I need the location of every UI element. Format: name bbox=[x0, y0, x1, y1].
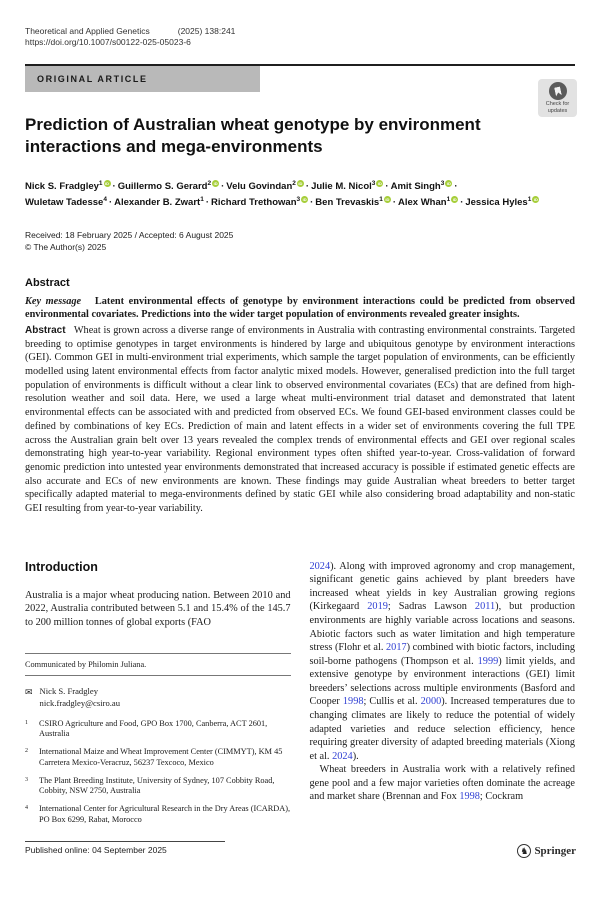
corresponding-author-block bbox=[25, 686, 291, 709]
author-separator: · bbox=[392, 197, 396, 209]
citation-link[interactable]: 2017 bbox=[386, 642, 407, 654]
author-name: Jessica Hyles$^1$ bbox=[465, 196, 532, 209]
author-separator: · bbox=[108, 197, 113, 209]
author-name: Nick S. Fradgley$^1$ bbox=[25, 180, 103, 193]
page-title: Prediction of Australian wheat genotype by environment interactions and mega-environments bbox=[25, 114, 481, 157]
citation-link[interactable]: 2024 bbox=[309, 560, 331, 572]
orcid-icon[interactable]: iD bbox=[298, 181, 303, 187]
doi-link[interactable]: https://doi.org/10.1007/s00122-025-05023-6 bbox=[25, 37, 191, 48]
citation-link[interactable]: 2019 bbox=[367, 601, 388, 613]
author-separator: · bbox=[112, 181, 116, 193]
author-name: Alexander B. Zwart$^1$ bbox=[114, 196, 204, 209]
orcid-icon[interactable]: iD bbox=[446, 181, 451, 187]
published-online: Published online: 04 September 2025 bbox=[25, 841, 225, 855]
copyright-line: © The Author(s) 2025 bbox=[25, 241, 107, 252]
affiliation: 1 CSIRO Agriculture and Food, GPO Box 1700, Canberra, ACT 2601, Australia bbox=[25, 718, 268, 739]
introduction-right-paragraph-2: Wheat breeders in Australia work with a relatively refined gene pool and a few major varieties often dominate the acreage and market share (Brennan and Fox 1998; Cockram bbox=[309, 764, 575, 803]
author-name: Julie M. Nicol$^3$ bbox=[311, 180, 376, 193]
orcid-icon[interactable]: iD bbox=[105, 181, 110, 187]
key-message-label: Key message bbox=[25, 295, 82, 307]
orcid-icon[interactable]: iD bbox=[533, 197, 538, 202]
author-line-2 bbox=[25, 195, 575, 211]
springer-logo bbox=[517, 844, 576, 858]
orcid-icon[interactable]: iD bbox=[452, 197, 457, 202]
communicated-by: Communicated by Philomin Juliana. bbox=[25, 660, 147, 670]
orcid-icon[interactable]: iD bbox=[385, 197, 390, 202]
check-for-updates-badge[interactable]: Check for updates bbox=[538, 79, 577, 117]
introduction-heading: Introduction bbox=[25, 559, 98, 574]
author-separator: · bbox=[205, 197, 209, 209]
introduction-right-paragraph-1: 2024). Along with improved agronomy and crop management, significant genetic gains achieved by plant breeders have increased wheat yields in key Australian growing regions (Kirkegaard 2019; Sadras Lawson 2011), but production environments are highly variable across locations and seasons. Abiotic factors such as water limitation and high temperature stress (Flohr et al. 2017) combined with biotic factors, including soil-borne pathogens (Thompson et al. 1999) limit yields, and extensive genotype by environment interactions (GEI) limit breeders’ selections across multiple environments (Basford and Cooper 1998; Cullis et al. 2000). Increased temperatures due to changing climates are likely to reduce the potential of widely adapted varieties and reduce selection efficiency, hence requiring greater diversity of adapted breeding materials (Xiong et al. 2024). bbox=[309, 560, 576, 762]
affiliation-list bbox=[25, 719, 291, 826]
author-name: Ben Trevaskis$^1$ bbox=[315, 196, 383, 209]
citation-link[interactable]: 2000 bbox=[420, 696, 442, 708]
header-rule bbox=[25, 64, 575, 92]
abstract-inline-label: Abstract bbox=[25, 325, 66, 337]
bookmark-icon bbox=[554, 86, 562, 96]
author-separator: · bbox=[454, 181, 458, 193]
author-name: Amit Singh$^3$ bbox=[390, 180, 445, 193]
author-list bbox=[25, 179, 575, 211]
divider bbox=[25, 653, 291, 654]
author-name: Alex Whan$^1$ bbox=[398, 196, 451, 209]
corresponding-author-email[interactable]: nick.fradgley@csiro.au bbox=[39, 697, 120, 708]
divider bbox=[25, 675, 291, 676]
introduction-left-paragraph: Australia is a major wheat producing nation. Between 2010 and 2022, Australia contributed between 5.1 and 15.4% of the 145.7 to 200 million tonnes of global exports (FAO bbox=[25, 589, 291, 628]
author-name: Wuletaw Tadesse$^4$ bbox=[25, 196, 107, 209]
springer-horse-icon: ♞ bbox=[517, 844, 531, 858]
author-separator: · bbox=[221, 181, 225, 193]
citation-link[interactable]: 1998 bbox=[342, 696, 364, 708]
citation-link[interactable]: 2024 bbox=[332, 750, 353, 762]
dates-block bbox=[25, 230, 575, 254]
journal-header bbox=[25, 26, 575, 49]
author-name: Guillermo S. Gerard$^2$ bbox=[117, 180, 212, 193]
orcid-icon[interactable]: iD bbox=[213, 181, 218, 187]
corresponding-author-name: Nick S. Fradgley bbox=[39, 686, 99, 697]
received-accepted: Received: 18 February 2025 / Accepted: 6 August 2025 bbox=[25, 229, 234, 240]
key-message-text: Latent environmental effects of genotype by environment interactions could be predicted from observed environmental covariates. Predictions into the wider target population of environments revealed greater insights. bbox=[25, 295, 575, 321]
abstract-heading: Abstract bbox=[25, 276, 70, 289]
author-line-1 bbox=[25, 179, 575, 195]
article-type-badge: ORIGINAL ARTICLE bbox=[25, 66, 260, 92]
citation-link[interactable]: 1999 bbox=[477, 655, 499, 667]
author-separator: · bbox=[385, 181, 389, 193]
citation-link[interactable]: 2011 bbox=[474, 601, 496, 613]
author-separator: · bbox=[310, 197, 314, 209]
citation-link[interactable]: 1998 bbox=[459, 791, 480, 803]
journal-issue-ref: (2025) 138:241 bbox=[177, 26, 236, 36]
springer-wordmark: Springer bbox=[534, 845, 576, 857]
affiliation: 4 International Center for Agricultural Research in the Dry Areas (ICARDA), PO Box 6299, Rabat, Morocco bbox=[25, 804, 291, 825]
author-name: Richard Trethowan$^3$ bbox=[210, 196, 301, 209]
abstract-body bbox=[25, 324, 575, 516]
author-name: Velu Govindan$^2$ bbox=[226, 180, 296, 193]
envelope-icon: ✉ bbox=[25, 687, 33, 698]
affiliation: 3 The Plant Breeding Institute, University of Sydney, 107 Cobbity Road, Cobbity, NSW 2750, Australia bbox=[25, 775, 275, 796]
orcid-icon[interactable]: iD bbox=[302, 197, 307, 202]
author-separator: · bbox=[305, 181, 310, 193]
abstract-text: Wheat is grown across a diverse range of environments in Australia with contrasting environmental constraints. Targeted breeding to optimise genotypes in target environments is hindered by large and ubiquitous genotype by environment interactions (GEI). Common GEI in multi-environment trial experiments, which sample the target population of environments, can be efficiently modelled using latent environmental effects from factor analytic mixed models. However, generalised prediction into the full target population of environments is difficult without a clear link to observed environmental covariates (ECs) that are defined from high-resolution weather and soil data. Here, we used a large wheat multi-environment trial dataset and demonstrated that latent environmental effects can be associated with and predicted from observed ECs. We found GEI-based environment classes could be defined by combinations of key ECs. Prediction of main and latent effects in a wider set of environments covering the full TPE across the Australian grain belt over 13 years revealed the complex trends of environmental effects and GEI over regional scales demonstrating high year-to-year variability. Regional environment types often shifted year-to-year. Cross-validation of forward genomic prediction into untested year environments demonstrated that increased accuracy is possible if estimated genetic effects are also accurate and ECs of new environments are known. These findings may guide Australian wheat breeders to better target specifically adapted material to mega-environments defined by static GEI while also considering broad adaptability and non-static GEI resulting from year-to-year variability. bbox=[25, 325, 575, 514]
orcid-icon[interactable]: iD bbox=[377, 181, 382, 187]
author-separator: · bbox=[460, 197, 464, 209]
affiliation: 2 International Maize and Wheat Improvement Center (CIMMYT), KM 45 Carretera Mexico-Veracruz, 56237 Texcoco, Mexico bbox=[25, 747, 283, 767]
journal-name: Theoretical and Applied Genetics bbox=[25, 26, 150, 36]
check-for-updates-icon bbox=[549, 82, 567, 100]
key-message bbox=[25, 295, 575, 322]
